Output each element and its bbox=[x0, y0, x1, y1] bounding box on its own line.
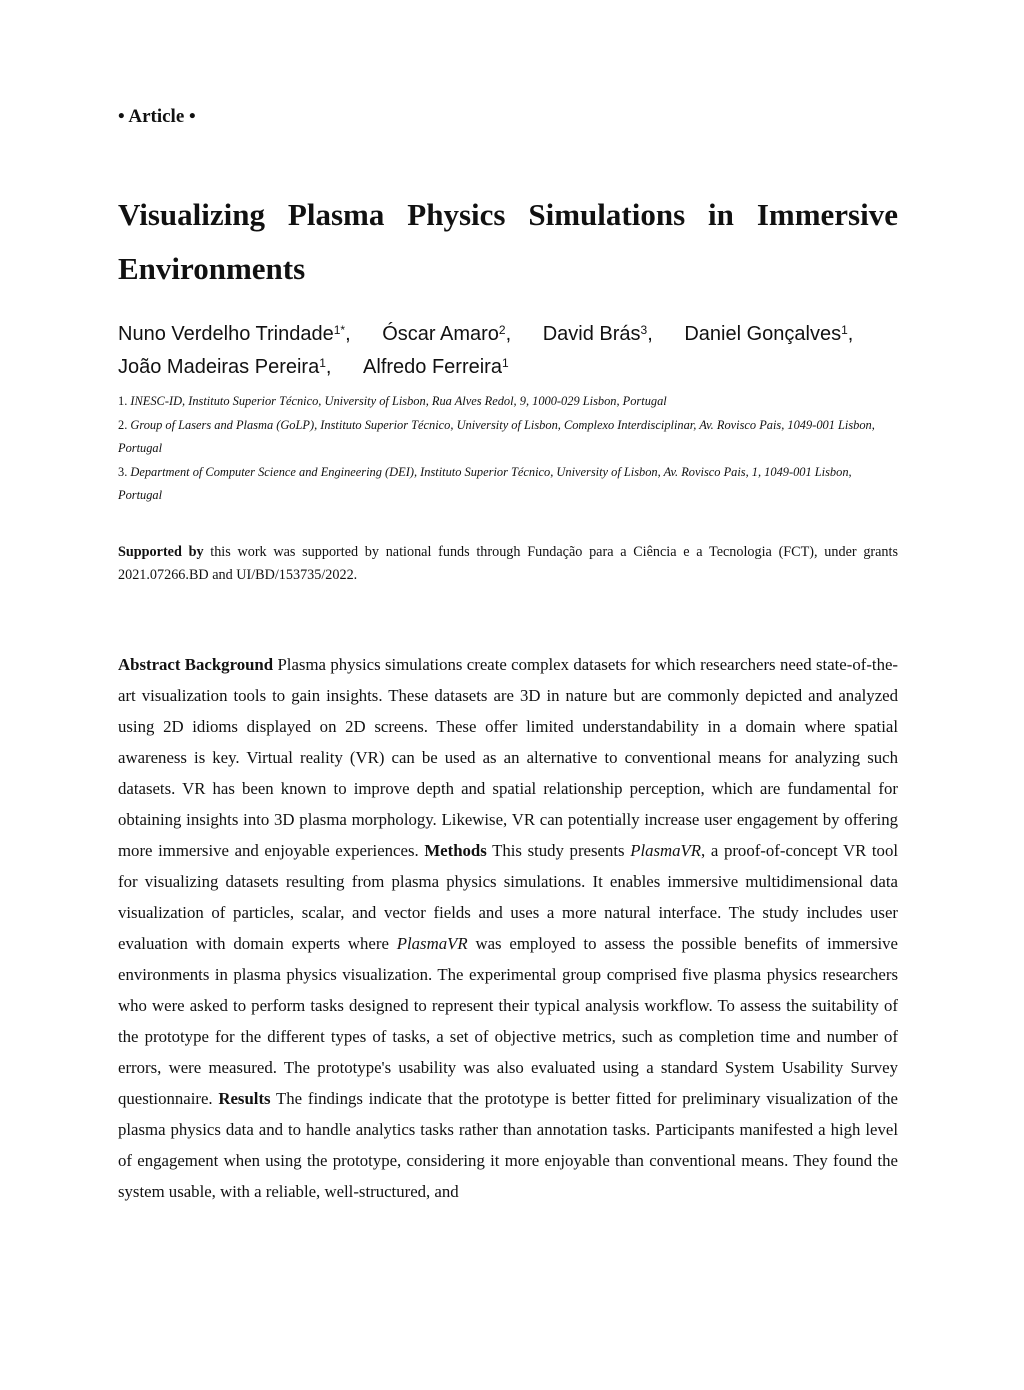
affiliation-list bbox=[118, 390, 898, 508]
author-affiliation-mark: 1 bbox=[319, 356, 326, 370]
author-name: Daniel Gonçalves bbox=[684, 323, 842, 345]
funding-label: Supported by bbox=[118, 544, 204, 561]
affiliation-item bbox=[118, 461, 898, 508]
abstract-methods-text: , a proof-of-concept VR tool for visualizing datasets resulting from plasma physics simulations. It enables immersive multidimensional data visualization of particles, scalar, and vector fields and uses a more natural interface. The study includes user evaluation with domain experts where bbox=[118, 840, 898, 953]
tool-name: PlasmaVR bbox=[396, 933, 468, 953]
author-affiliation-mark: 3 bbox=[640, 323, 648, 337]
author bbox=[118, 351, 331, 384]
author bbox=[684, 318, 853, 351]
affiliation-number: 1. bbox=[118, 394, 128, 408]
author-name: David Brás bbox=[542, 323, 641, 345]
affiliation-text: Department of Computer Science and Engineering (DEI), Instituto Superior Técnico, University of Lisbon, Av. Rovisco Pais, 1, 1049-001 Lisbon, Portugal bbox=[118, 464, 852, 502]
author-affiliation-mark: 1 bbox=[501, 356, 509, 370]
author-separator: , bbox=[325, 356, 332, 378]
abstract bbox=[118, 649, 898, 1207]
affiliation-text: Group of Lasers and Plasma (GoLP), Instituto Superior Técnico, University of Lisbon, Complexo Interdisciplinar, Av. Rovisco Pais, 1049-001 Lisbon, Portugal bbox=[118, 417, 875, 455]
abstract-background-text: Plasma physics simulations create complex datasets for which researchers need state-of-the-art visualization tools to gain insights. These datasets are 3D in nature but are commonly depicted and analyzed using 2D idioms displayed on 2D screens. These offer limited understandability in a domain where spatial awareness is key. Virtual reality (VR) can be used as an alternative to conventional means for analyzing such datasets. VR has been known to improve depth and spatial relationship perception, which are fundamental for obtaining insights into 3D plasma morphology. Likewise, VR can potentially increase user engagement by offering more immersive and enjoyable experiences. bbox=[118, 654, 898, 860]
author-name: Alfredo Ferreira bbox=[363, 356, 502, 378]
abstract-methods-label: Methods bbox=[424, 840, 487, 860]
author-list bbox=[118, 318, 898, 384]
author-affiliation-mark: 1 bbox=[841, 323, 848, 337]
author-separator: , bbox=[847, 323, 854, 345]
author-separator: , bbox=[345, 323, 351, 345]
author-name: Nuno Verdelho Trindade bbox=[118, 323, 334, 345]
paper-page bbox=[118, 0, 898, 1390]
affiliation-text: INESC-ID, Instituto Superior Técnico, University of Lisbon, Rua Alves Redol, 9, 1000-029 Lisbon, Portugal bbox=[130, 394, 667, 408]
author-name: João Madeiras Pereira bbox=[118, 356, 320, 378]
author-separator: , bbox=[505, 323, 512, 345]
author bbox=[363, 351, 509, 384]
abstract-results-label: Results bbox=[218, 1088, 271, 1108]
affiliation-number: 2. bbox=[118, 417, 128, 432]
author bbox=[118, 318, 351, 351]
author-separator: , bbox=[647, 323, 653, 345]
author bbox=[543, 318, 653, 351]
author bbox=[382, 318, 511, 351]
abstract-background-label: Abstract Background bbox=[118, 654, 274, 674]
abstract-methods-text: was employed to assess the possible benefits of immersive environments in plasma physics visualization. The experimental group comprised five plasma physics researchers who were asked to perform tasks designed to represent their typical analysis workflow. To assess the suitability of the prototype for the different types of tasks, a set of objective metrics, such as completion time and number of errors, were measured. The prototype's usability was also evaluated using a standard System Usability Survey questionnaire. bbox=[118, 933, 899, 1108]
abstract-results-text: The findings indicate that the prototype is better fitted for preliminary visualization of the plasma physics data and to handle analytics tasks rather than annotation tasks. Participants manifested a high level of engagement when using the prototype, considering it more enjoyable than conventional means. They found the system usable, with a reliable, well-structured, and bbox=[118, 1088, 898, 1201]
affiliation-number: 3. bbox=[118, 464, 128, 479]
tool-name: PlasmaVR bbox=[630, 840, 702, 860]
affiliation-item bbox=[118, 390, 898, 414]
paper-title-line-2: Environments bbox=[118, 251, 306, 286]
author-affiliation-mark: 2 bbox=[498, 323, 506, 337]
abstract-methods-text: This study presents bbox=[486, 840, 631, 860]
author-name: Óscar Amaro bbox=[382, 323, 499, 345]
funding-statement bbox=[118, 541, 898, 587]
funding-text: this work was supported by national funds through Fundação para a Ciência e a Tecnologia (FCT), under grants 2021.07266.BD and UI/BD/153735/2022. bbox=[118, 544, 898, 584]
author-affiliation-mark: 1* bbox=[333, 323, 346, 337]
paper-title bbox=[118, 188, 898, 296]
article-type-tag: • Article • bbox=[118, 106, 196, 127]
paper-title-line-1: Visualizing Plasma Physics Simulations in Immersive bbox=[118, 197, 898, 232]
affiliation-item bbox=[118, 414, 898, 461]
